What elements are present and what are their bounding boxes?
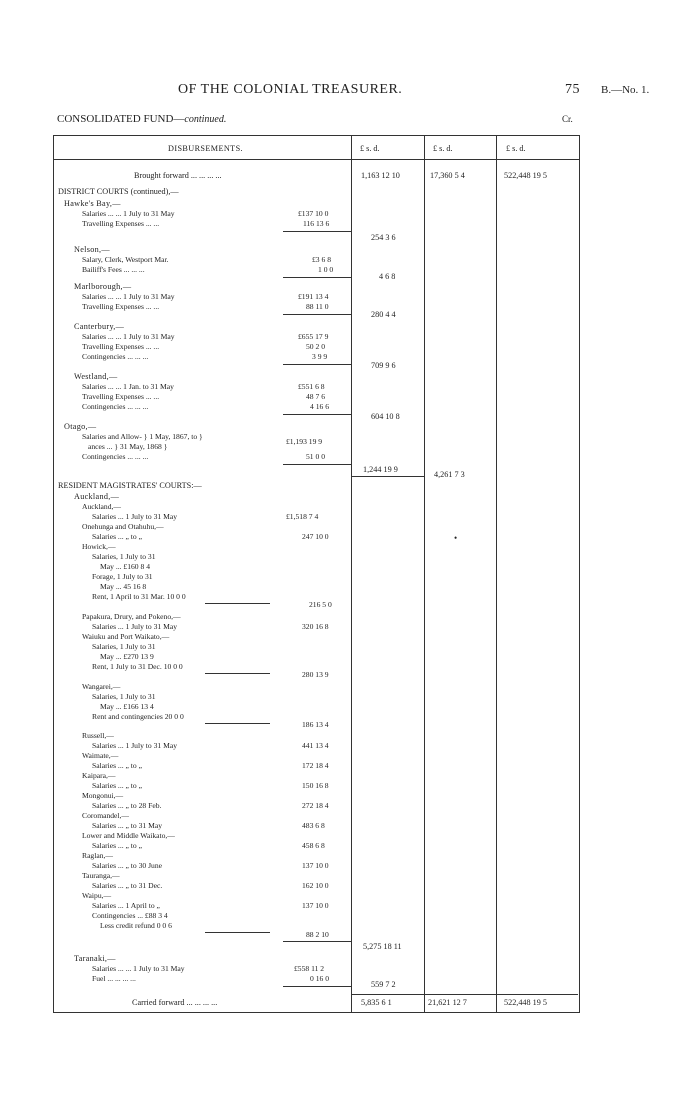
howick-salaries-line2: May ... £160 8 4	[100, 562, 150, 571]
otago-total: 1,244 19 9	[363, 465, 398, 474]
russell-value: 441 13 4	[302, 741, 329, 750]
taranaki-salaries-value: £558 11 2	[294, 964, 325, 973]
otago-salaries-value: £1,193 19 9	[286, 437, 323, 446]
kaipara-heading: Kaipara,—	[82, 771, 116, 780]
hawkes-total: 254 3 6	[371, 233, 396, 242]
rule	[205, 932, 270, 933]
marlborough-total: 280 4 4	[371, 310, 396, 319]
westland-salaries: Salaries ... ... 1 Jan. to 31 May	[82, 382, 174, 391]
russell-salaries: Salaries ... 1 July to 31 May	[92, 741, 177, 750]
nelson-bailiff-value: 1 0 0	[318, 265, 334, 274]
nelson-salary-value: £3 6 8	[312, 255, 331, 264]
waipu-heading: Waipu,—	[82, 891, 112, 900]
rule	[283, 941, 351, 942]
papakura-heading: Papakura, Drury, and Pokeno,—	[82, 612, 181, 621]
otago-salaries-line2: ances ... } 31 May, 1868 }	[88, 442, 168, 451]
waipu-salaries: Salaries ... 1 April to „	[92, 901, 160, 910]
credit-label: Cr.	[562, 114, 573, 124]
rule	[205, 673, 270, 674]
lower-waikato-heading: Lower and Middle Waikato,—	[82, 831, 175, 840]
howick-rent: Rent, 1 April to 31 Mar. 10 0 0	[92, 592, 186, 601]
brought-forward-c3: 522,448 19 5	[504, 171, 547, 180]
carried-forward-c1: 5,835 6 1	[361, 998, 392, 1007]
marlborough-salaries-value: £191 13 4	[298, 292, 329, 301]
marlborough-heading: Marlborough,—	[74, 282, 132, 291]
rule	[283, 277, 351, 278]
rule	[351, 994, 578, 995]
canterbury-heading: Canterbury,—	[74, 322, 125, 331]
canterbury-contingencies: Contingencies ... ... ...	[82, 352, 149, 361]
canterbury-travel: Travelling Expenses ... ...	[82, 342, 160, 351]
auckland-district-total: 5,275 18 11	[363, 942, 402, 951]
coromandel-heading: Coromandel,—	[82, 811, 130, 820]
onehunga-salaries-value: 247 10 0	[302, 532, 329, 541]
brought-forward-label: Brought forward ... ... ... ...	[134, 171, 222, 180]
otago-contingencies: Contingencies ... ... ...	[82, 452, 149, 461]
onehunga-salaries: Salaries ... „ to „	[92, 532, 142, 541]
waiuku-rent: Rent, 1 July to 31 Dec. 10 0 0	[92, 662, 183, 671]
page-title: OF THE COLONIAL TREASURER.	[178, 82, 403, 97]
rule	[351, 476, 424, 477]
westland-total: 604 10 8	[371, 412, 400, 421]
taranaki-heading: Taranaki,—	[74, 954, 116, 963]
ink-dot: •	[454, 533, 458, 543]
nelson-heading: Nelson,—	[74, 245, 110, 254]
waiuku-salaries-line2: May ... £270 13 9	[100, 652, 154, 661]
westland-travel: Travelling Expenses ... ...	[82, 392, 160, 401]
howick-forage-line2: May ... 45 16 8	[100, 582, 147, 591]
carried-forward-c2: 21,621 12 7	[428, 998, 467, 1007]
westland-contingencies: Contingencies ... ... ...	[82, 402, 149, 411]
taranaki-total: 559 7 2	[371, 980, 396, 989]
otago-heading: Otago,—	[64, 422, 97, 431]
otago-salaries-line1: Salaries and Allow- } 1 May, 1867, to }	[82, 432, 203, 441]
column-divider-2	[424, 135, 425, 1013]
kaipara-value: 150 16 8	[302, 781, 329, 790]
tauranga-heading: Tauranga,—	[82, 871, 120, 880]
brought-forward-c1: 1,163 12 10	[361, 171, 400, 180]
marlborough-salaries: Salaries ... ... 1 July to 31 May	[82, 292, 175, 301]
howick-heading: Howick,—	[82, 542, 116, 551]
waipu-total: 88 2 10	[306, 930, 329, 939]
taranaki-fuel: Fuel ... ... ... ...	[92, 974, 136, 983]
column-heading-disbursements: DISBURSEMENTS.	[168, 144, 243, 153]
lower-waikato-salaries: Salaries ... „ to „	[92, 841, 142, 850]
wangarei-heading: Wangarei,—	[82, 682, 121, 691]
auckland-heading: Auckland,—	[74, 492, 120, 501]
papakura-salaries-value: 320 16 8	[302, 622, 329, 631]
mongonui-salaries: Salaries ... „ to 28 Feb.	[92, 801, 162, 810]
column-heading-c1: £ s. d.	[360, 144, 380, 153]
waipu-less-credit: Less credit refund 0 0 6	[100, 921, 172, 930]
marlborough-travel-value: 88 11 0	[306, 302, 329, 311]
rule	[283, 314, 351, 315]
auckland-salaries-value: £1,518 7 4	[286, 512, 319, 521]
waiuku-total: 280 13 9	[302, 670, 329, 679]
auckland-salaries: Salaries ... 1 July to 31 May	[92, 512, 177, 521]
district-courts-heading: DISTRICT COURTS (continued),—	[58, 187, 179, 196]
hawkes-salaries-value: £137 10 0	[298, 209, 329, 218]
column-heading-c2: £ s. d.	[433, 144, 453, 153]
column-heading-c3: £ s. d.	[506, 144, 526, 153]
rule	[205, 723, 270, 724]
wangarei-salaries-line1: Salaries, 1 July to 31	[92, 692, 156, 701]
mongonui-value: 272 18 4	[302, 801, 329, 810]
howick-forage-line1: Forage, 1 July to 31	[92, 572, 153, 581]
rule	[283, 414, 351, 415]
mongonui-heading: Mongonui,—	[82, 791, 124, 800]
rule	[283, 464, 351, 465]
hawkes-travel: Travelling Expenses ... ...	[82, 219, 160, 228]
carried-forward-label: Carried forward ... ... ... ...	[132, 998, 218, 1007]
waimate-value: 172 18 4	[302, 761, 329, 770]
waiuku-salaries-line1: Salaries, 1 July to 31	[92, 642, 156, 651]
rule	[205, 603, 270, 604]
rule	[283, 364, 351, 365]
taranaki-fuel-value: 0 16 0	[310, 974, 329, 983]
document-reference: B.—No. 1.	[601, 84, 650, 96]
raglan-salaries: Salaries ... „ to 30 June	[92, 861, 163, 870]
westland-heading: Westland,—	[74, 372, 118, 381]
taranaki-salaries: Salaries ... ... 1 July to 31 May	[92, 964, 185, 973]
otago-contingencies-value: 51 0 0	[306, 452, 325, 461]
column-divider-3	[496, 135, 497, 1013]
kaipara-salaries: Salaries ... „ to „	[92, 781, 142, 790]
westland-contingencies-value: 4 16 6	[310, 402, 329, 411]
canterbury-travel-value: 50 2 0	[306, 342, 325, 351]
column-divider-1	[351, 135, 352, 1013]
onehunga-heading: Onehunga and Otahuhu,—	[82, 522, 164, 531]
howick-salaries-line1: Salaries, 1 July to 31	[92, 552, 156, 561]
rule	[283, 986, 351, 987]
marlborough-travel: Travelling Expenses ... ...	[82, 302, 160, 311]
auckland-sub-heading: Auckland,—	[82, 502, 122, 511]
tauranga-salaries: Salaries ... „ to 31 Dec.	[92, 881, 163, 890]
district-courts-total: 4,261 7 3	[434, 470, 465, 479]
header-rule	[53, 159, 580, 160]
rule	[283, 231, 351, 232]
nelson-salary: Salary, Clerk, Westport Mar.	[82, 255, 169, 264]
canterbury-salaries-value: £655 17 9	[298, 332, 329, 341]
waipu-contingencies: Contingencies ... £88 3 4	[92, 911, 168, 920]
coromandel-value: 483 6 8	[302, 821, 325, 830]
canterbury-salaries: Salaries ... ... 1 July to 31 May	[82, 332, 175, 341]
wangarei-total: 186 13 4	[302, 720, 329, 729]
westland-travel-value: 48 7 6	[306, 392, 325, 401]
waimate-heading: Waimate,—	[82, 751, 119, 760]
howick-total: 216 5 0	[309, 600, 332, 609]
wangarei-salaries-line2: May ... £166 13 4	[100, 702, 154, 711]
hawkes-bay-heading: Hawke's Bay,—	[64, 199, 121, 208]
canterbury-contingencies-value: 3 9 9	[312, 352, 328, 361]
canterbury-total: 709 9 6	[371, 361, 396, 370]
tauranga-value: 162 10 0	[302, 881, 329, 890]
coromandel-salaries: Salaries ... „ to 31 May	[92, 821, 163, 830]
page-number: 75	[565, 82, 580, 97]
raglan-heading: Raglan,—	[82, 851, 114, 860]
section-title: CONSOLIDATED FUND—continued.	[57, 113, 227, 125]
papakura-salaries: Salaries ... 1 July to 31 May	[92, 622, 177, 631]
hawkes-salaries: Salaries ... ... 1 July to 31 May	[82, 209, 175, 218]
lower-waikato-value: 458 6 8	[302, 841, 325, 850]
nelson-total: 4 6 8	[379, 272, 396, 281]
nelson-bailiff: Bailiff's Fees ... ... ...	[82, 265, 145, 274]
carried-forward-c3: 522,448 19 5	[504, 998, 547, 1007]
wangarei-rent: Rent and contingencies 20 0 0	[92, 712, 184, 721]
waipu-value: 137 10 0	[302, 901, 329, 910]
raglan-value: 137 10 0	[302, 861, 329, 870]
waiuku-heading: Waiuku and Port Waikato,—	[82, 632, 170, 641]
hawkes-travel-value: 116 13 6	[303, 219, 330, 228]
resident-courts-heading: RESIDENT MAGISTRATES' COURTS:—	[58, 481, 202, 490]
brought-forward-c2: 17,360 5 4	[430, 171, 465, 180]
russell-heading: Russell,—	[82, 731, 114, 740]
waimate-salaries: Salaries ... „ to „	[92, 761, 142, 770]
westland-salaries-value: £551 6 8	[298, 382, 325, 391]
